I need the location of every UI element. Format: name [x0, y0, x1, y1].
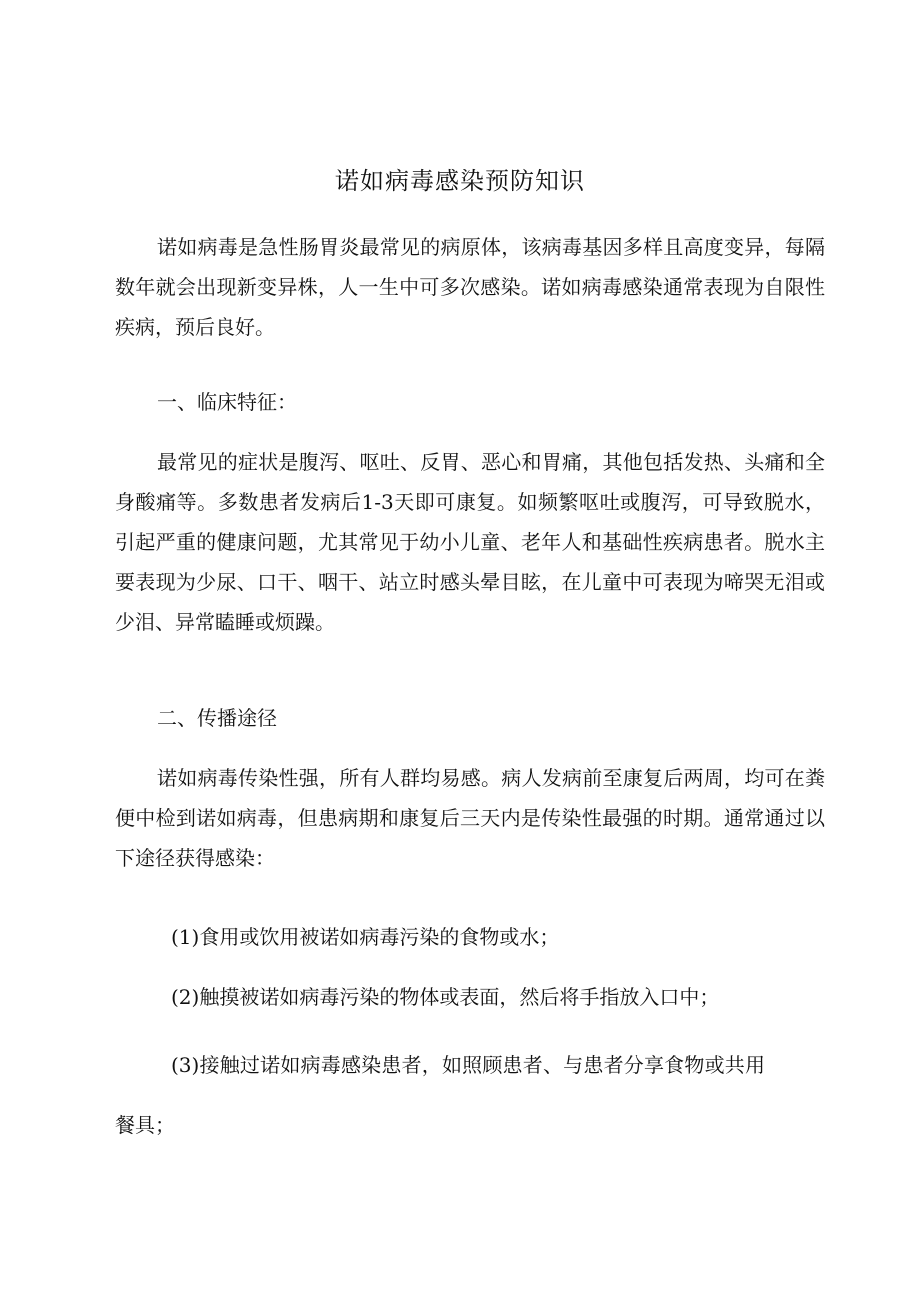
list-item: (2)触摸被诺如病毒污染的物体或表面，然后将手指放入口中；: [171, 985, 720, 1009]
list-item: (3)接触过诺如病毒感染患者，如照顾患者、与患者分享食物或共用餐具；: [115, 1053, 765, 1137]
list-item: (1)食用或饮用被诺如病毒污染的食物或水；: [171, 925, 560, 949]
page-title: 诺如病毒感染预防知识: [335, 167, 585, 195]
section-heading-transmission: 二、传播途径: [157, 706, 277, 730]
intro-paragraph: 诺如病毒是急性肠胃炎最常见的病原体，该病毒基因多样且高度变异，每隔数年就会出现新变异株，人一生中可多次感染。诺如病毒感染通常表现为自限性疾病，预后良好。: [115, 235, 825, 339]
section-heading-clinical-features: 一、临床特征：: [157, 390, 297, 414]
transmission-paragraph: 诺如病毒传染性强，所有人群均易感。病人发病前至康复后两周，均可在粪便中检到诺如病毒，但患病期和康复后三天内是传染性最强的时期。通常通过以下途径获得感染：: [115, 766, 825, 870]
clinical-features-paragraph: 最常见的症状是腹泻、呕吐、反胃、恶心和胃痛，其他包括发热、头痛和全身酸痛等。多数患者发病后1-3天即可康复。如频繁呕吐或腹泻，可导致脱水，引起严重的健康问题，尤其常见于幼小儿童、老年人和基础性疾病患者。脱水主要表现为少尿、口干、咽干、站立时感头晕目眩，在儿童中可表现为啼哭无泪或少泪、异常瞌睡或烦躁。: [115, 450, 825, 634]
